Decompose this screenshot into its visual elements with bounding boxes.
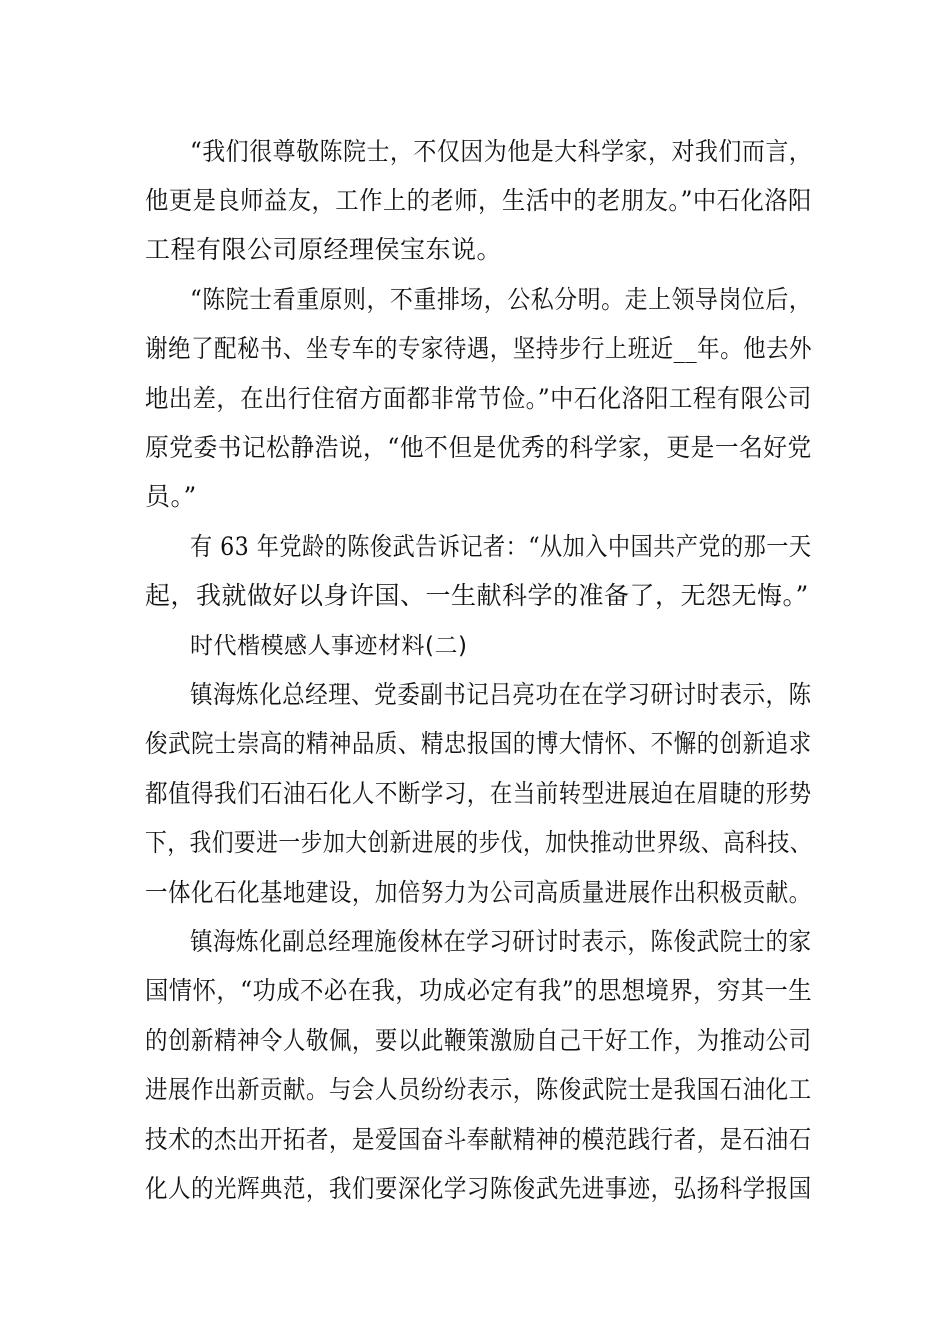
paragraph-4-line-4: 下，我们要进一步加大创新进展的步伐，加快推动世界级、高科技、	[145, 828, 813, 857]
paragraph-2-line-5: 员。”	[145, 482, 197, 511]
paragraph-4-line-3: 都值得我们石油石化人不断学习，在当前转型进展迫在眉睫的形势	[145, 779, 812, 808]
paragraph-5-line-2: 国情怀，“功成不必在我，功成必定有我”的思想境界，穷其一生	[145, 976, 813, 1005]
paragraph-5-line-6: 化人的光辉典范，我们要深化学习陈俊武先进事迹，弘扬科学报国	[145, 1174, 812, 1203]
paragraph-1-line-3: 工程有限公司原经理侯宝东说。	[145, 235, 503, 264]
section-heading: 时代楷模感人事迹材料(二)	[190, 633, 468, 659]
paragraph-4-line-1: 镇海炼化总经理、党委副书记吕亮功在在学习研讨时表示，陈	[190, 680, 812, 709]
paragraph-5-line-3: 的创新精神令人敬佩，要以此鞭策激励自己干好工作，为推动公司	[145, 1026, 812, 1055]
paragraph-3-line-1: 有 63 年党龄的陈俊武告诉记者：“从加入中国共产党的那一天	[190, 532, 812, 561]
paragraph-3-line-2: 起，我就做好以身许国、一生献科学的准备了，无怨无悔。”	[145, 581, 809, 610]
paragraph-4-line-2: 俊武院士崇高的精神品质、精忠报国的博大情怀、不懈的创新追求	[145, 729, 812, 758]
paragraph-2-line-1: “陈院士看重原则，不重排场，公私分明。走上领导岗位后，	[190, 285, 813, 314]
paragraph-1-line-2: 他更是良师益友，工作上的老师，生活中的老朋友。”中石化洛阳	[145, 186, 812, 215]
paragraph-2-line-2: 谢绝了配秘书、坐专车的专家待遇，坚持步行上班近__年。他去外	[145, 334, 813, 363]
paragraph-2-line-4: 原党委书记松静浩说，“他不但是优秀的科学家，更是一名好党	[145, 433, 812, 462]
paragraph-2-line-3: 地出差，在出行住宿方面都非常节俭。”中石化洛阳工程有限公司	[145, 384, 812, 413]
paragraph-4-line-5: 一体化石化基地建设，加倍努力为公司高质量进展作出积极贡献。	[145, 878, 812, 907]
paragraph-5-line-4: 进展作出新贡献。与会人员纷纷表示，陈俊武院士是我国石油化工	[145, 1075, 812, 1104]
paragraph-1-line-1: “我们很尊敬陈院士，不仅因为他是大科学家，对我们而言，	[190, 137, 813, 166]
paragraph-5-line-5: 技术的杰出开拓者，是爱国奋斗奉献精神的模范践行者，是石油石	[145, 1125, 812, 1154]
paragraph-5-line-1: 镇海炼化副总经理施俊林在学习研讨时表示，陈俊武院士的家	[190, 927, 812, 956]
